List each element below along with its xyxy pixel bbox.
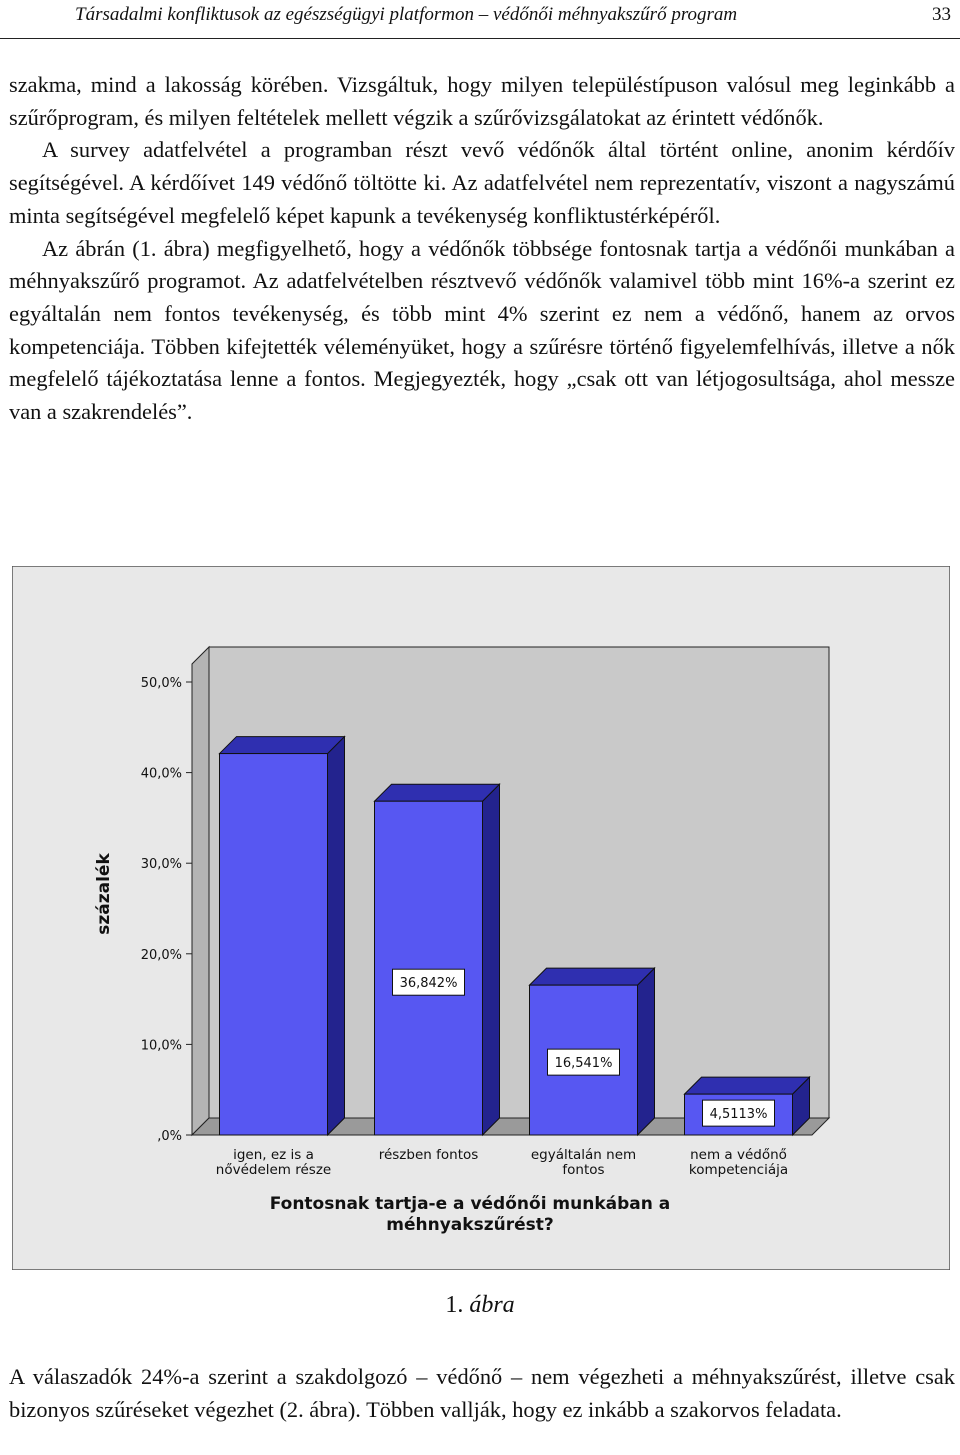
paragraph-1b: A survey adatfelvétel a programban részt vevő védőnők által történt online, anonim kérdőív segítségével. A kérdőívet 149 védőnő töltötte ki. Az adatfelvétel nem reprezentatív, viszont a nagyszámú minta segítségével megfelelő képet kapunk a tevékenység konfliktustérképéről. — [9, 137, 955, 228]
figure-1 — [12, 566, 950, 1270]
bar-top — [530, 968, 655, 985]
chart-side-wall — [192, 647, 209, 1135]
y-tick-label: ,0% — [157, 1129, 182, 1144]
y-axis-label: százalék — [94, 853, 114, 935]
data-label: 16,541% — [554, 1056, 613, 1072]
data-label: 4,5113% — [709, 1107, 768, 1123]
chart-title: Fontosnak tartja-e a védőnői munkában a — [269, 1194, 671, 1214]
figure-caption-label: ábra — [469, 1292, 515, 1318]
bar-side — [483, 784, 500, 1135]
bar — [220, 754, 328, 1135]
paragraph-1: szakma, mind a lakosság körében. Vizsgáltuk, hogy milyen településtípuson valósul meg leginkább a szűrőprogram, és milyen feltételek mellett végzik a szűrővizsgálatokat az érintett védőnők. — [9, 72, 955, 130]
bar-top — [220, 737, 345, 754]
y-tick-label: 10,0% — [140, 1038, 182, 1054]
figure-caption-number: 1. — [445, 1292, 464, 1318]
bar-top — [375, 784, 500, 801]
y-tick-label: 20,0% — [140, 947, 182, 963]
x-tick-label: kompetenciája — [688, 1162, 789, 1178]
chart-title: méhnyakszűrést? — [386, 1215, 554, 1235]
bar-side — [638, 968, 655, 1135]
y-tick-label: 40,0% — [140, 766, 182, 782]
bar-top — [685, 1077, 810, 1094]
y-tick-label: 30,0% — [140, 857, 182, 873]
x-tick-label: igen, ez is a — [233, 1147, 314, 1163]
paragraph-2: Az ábrán (1. ábra) megfigyelhető, hogy a védőnők többsége fontosnak tartja a védőnői munkában a méhnyakszűrő programot. Az adatfelvételben résztvevő védőnők valamivel több mint 16%-a szerint ez egyáltalán nem fontos tevékenység, és több mint 4% szerint ez nem a védőnő, hanem az orvos kompetenciája. Többen kifejtették véleményüket, hogy a szűrésre történő figyelemfelhívás, illetve a nők megfelelő tájékoztatása lenne a fontos. Megjegyezték, hogy „csak ott van létjogosultsága, ahol messze van a szakrendelés”. — [9, 235, 955, 425]
x-tick-label: nővédelem része — [215, 1162, 332, 1178]
figure-caption — [0, 1292, 960, 1319]
x-tick-label: nem a védőnő — [690, 1147, 787, 1163]
running-header-title: Társadalmi konfliktusok az egészségügyi platformon – védőnői méhnyakszűrő program — [75, 4, 738, 25]
x-tick-label: fontos — [562, 1162, 605, 1178]
body-text-top — [9, 69, 955, 429]
paragraph-3: A válaszadók 24%-a szerint a szakdolgozó – védőnő – nem végezheti a méhnyakszűrést, illetve csak bizonyos szűréseket végezhet (2. ábra). Többen vallják, hogy ez inkább a szakorvos feladata. — [9, 1364, 955, 1422]
bar-chart — [12, 566, 950, 1270]
x-tick-label: egyáltalán nem — [530, 1147, 637, 1163]
bar — [375, 801, 483, 1135]
running-header — [0, 0, 960, 39]
page-number: 33 — [932, 4, 951, 25]
y-tick-label: 50,0% — [140, 676, 182, 691]
x-tick-label: részben fontos — [378, 1147, 479, 1163]
bar-side — [328, 737, 345, 1135]
body-text-bottom — [9, 1361, 955, 1426]
data-label: 36,842% — [399, 976, 458, 992]
